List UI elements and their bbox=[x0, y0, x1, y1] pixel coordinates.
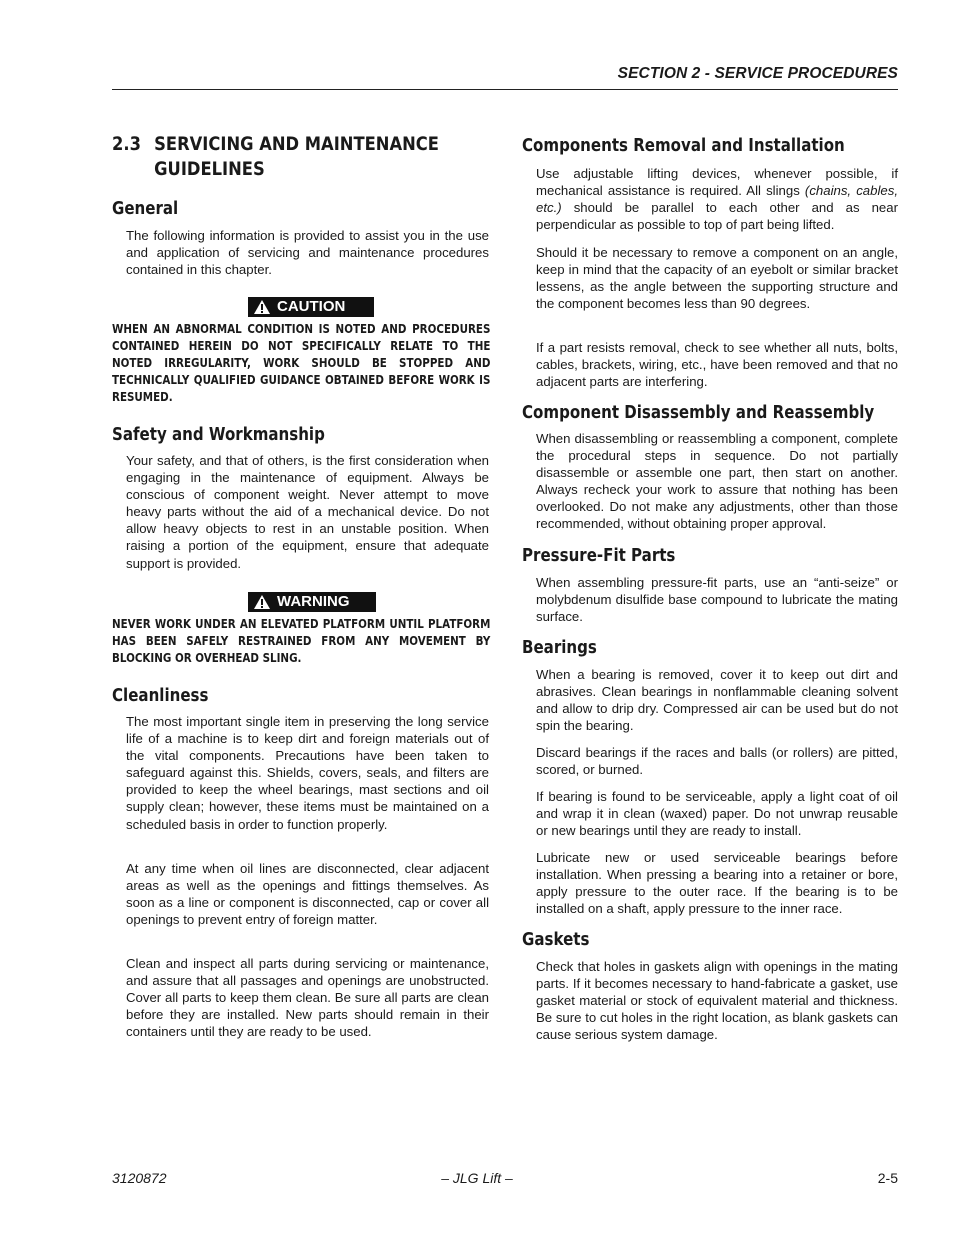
cleanliness-paragraph-2: At any time when oil lines are disconnected, clear adjacent areas as well as the openings and fittings themselves. As soon as a line or component is disconnected, cap or cover all openings to prevent entry of foreign matter. bbox=[126, 861, 489, 928]
heading-safety: Safety and Workmanship bbox=[112, 425, 325, 445]
bearings-paragraph-3: If bearing is found to be serviceable, apply a light coat of oil and wrap it in clean (waxed) paper. Do not unwrap reusable or new bearings until they are ready to install. bbox=[536, 789, 898, 839]
bearings-paragraph-4: Lubricate new or used serviceable bearings before installation. When pressing a bearing into a retainer or bore, apply pressure to the outer race. If the bearing is to be installed on a shaft, apply pressure to the inner race. bbox=[536, 850, 898, 917]
removal-paragraph-3: If a part resists removal, check to see whether all nuts, bolts, cables, brackets, wiring, etc., have been removed and that no adjacent parts are interfering. bbox=[536, 340, 898, 390]
footer-doc-number: 3120872 bbox=[112, 1170, 167, 1186]
header-rule bbox=[112, 89, 898, 90]
footer-center: – JLG Lift – bbox=[441, 1170, 513, 1186]
warning-text: NEVER WORK UNDER AN ELEVATED PLATFORM UNTIL PLATFORM HAS BEEN SAFELY RESTRAINED FROM ANY MOVEMENT BY BLOCKING OR OVERHEAD SLING. bbox=[112, 617, 491, 666]
warning-triangle-icon bbox=[253, 299, 271, 315]
heading-disassembly: Component Disassembly and Reassembly bbox=[522, 403, 875, 423]
heading-general: General bbox=[112, 199, 179, 219]
removal-paragraph-1 bbox=[536, 165, 898, 233]
bearings-paragraph-1: When a bearing is removed, cover it to keep out dirt and abrasives. Clean bearings in nonflammable cleaning solvent and allow to drip dry. Compressed air can be used but do not spin the bearing. bbox=[536, 667, 898, 734]
removal-p1-text-end: should be parallel to each other and as near perpendicular as possible to top of part being lifted. bbox=[536, 200, 898, 233]
heading-cleanliness: Cleanliness bbox=[112, 686, 209, 706]
section-number: 2.3 bbox=[112, 133, 141, 155]
disassembly-paragraph: When disassembling or reassembling a component, complete the procedural steps in sequence. Do not partially disassemble or assemble one part, then start on another. Always recheck your work to assure that nothing has been overlooked. Do not make any adjustments, other than those recommended, without obtaining proper approval. bbox=[536, 431, 898, 532]
warning-label-text: WARNING bbox=[277, 593, 350, 610]
gaskets-paragraph: Check that holes in gaskets align with openings in the mating parts. If it becomes necessary to hand-fabricate a gasket, use gasket material or stock of equivalent material and thickness. Be sure to cut holes in the right location, as blank gaskets can cause serious system damage. bbox=[536, 959, 898, 1043]
heading-bearings: Bearings bbox=[522, 638, 597, 658]
warning-triangle-icon bbox=[253, 594, 271, 610]
safety-paragraph: Your safety, and that of others, is the first consideration when engaging in the maintenance of equipment. Always be conscious of component weight. Never attempt to move heavy parts without the aid of a mechanical device. Do not allow heavy objects to rest in an unstable position. When raising a portion of the equipment, ensure that adequate support is provided. bbox=[126, 453, 489, 571]
bearings-paragraph-2: Discard bearings if the races and balls (or rollers) are pitted, scored, or burned. bbox=[536, 745, 898, 778]
heading-pressure-fit: Pressure-Fit Parts bbox=[522, 546, 676, 566]
heading-gaskets: Gaskets bbox=[522, 930, 590, 950]
removal-p1-italic: (chains, cables, etc.) bbox=[536, 183, 898, 216]
removal-p1-text: Use adjustable lifting devices, whenever possible, if mechanical assistance is required. All slings bbox=[536, 166, 898, 199]
cleanliness-paragraph-3: Clean and inspect all parts during servicing or maintenance, and assure that all passages and openings are unobstructed. Cover all parts to keep them clean. Be sure all parts are clean before they are installed. New parts should remain in their containers until they are ready to be used. bbox=[126, 956, 489, 1040]
heading-removal: Components Removal and Installation bbox=[522, 136, 845, 156]
pressure-fit-paragraph: When assembling pressure-fit parts, use an “anti-seize” or molybdenum disulfide base compound to lubricate the mating surface. bbox=[536, 575, 898, 625]
warning-label bbox=[248, 592, 376, 612]
caution-text: WHEN AN ABNORMAL CONDITION IS NOTED AND PROCEDURES CONTAINED HEREIN DO NOT SPECIFICALLY RELATE TO THE NOTED IRREGULARITY, WORK SHOULD BE STOPPED AND TECHNICALLY QUALIFIED GUIDANCE OBTAINED BEFORE WORK IS RESUMED. bbox=[112, 322, 491, 405]
caution-label bbox=[248, 297, 374, 317]
section-header: SECTION 2 - SERVICE PROCEDURES bbox=[617, 65, 898, 82]
section-title-line1: SERVICING AND MAINTENANCE bbox=[154, 133, 439, 155]
section-title bbox=[112, 132, 490, 182]
caution-label-text: CAUTION bbox=[277, 298, 346, 315]
cleanliness-paragraph-1: The most important single item in preserving the long service life of a machine is to keep dirt and foreign materials out of the vital components. Precautions have been taken to safeguard against this. Shields, covers, seals, and filters are provided to keep the wheel bearings, mast sections and oil supply clean; however, these items must be maintained on a scheduled basis in order to function properly. bbox=[126, 714, 489, 832]
section-title-line2: GUIDELINES bbox=[154, 158, 265, 180]
removal-paragraph-2: Should it be necessary to remove a component on an angle, keep in mind that the capacity of an eyebolt or similar bracket lessens, as the angle between the supporting structure and the component becomes less than 90 degrees. bbox=[536, 245, 898, 312]
general-paragraph: The following information is provided to assist you in the use and application of servicing and maintenance procedures contained in this chapter. bbox=[126, 228, 489, 278]
footer-page-number: 2-5 bbox=[877, 1170, 898, 1186]
